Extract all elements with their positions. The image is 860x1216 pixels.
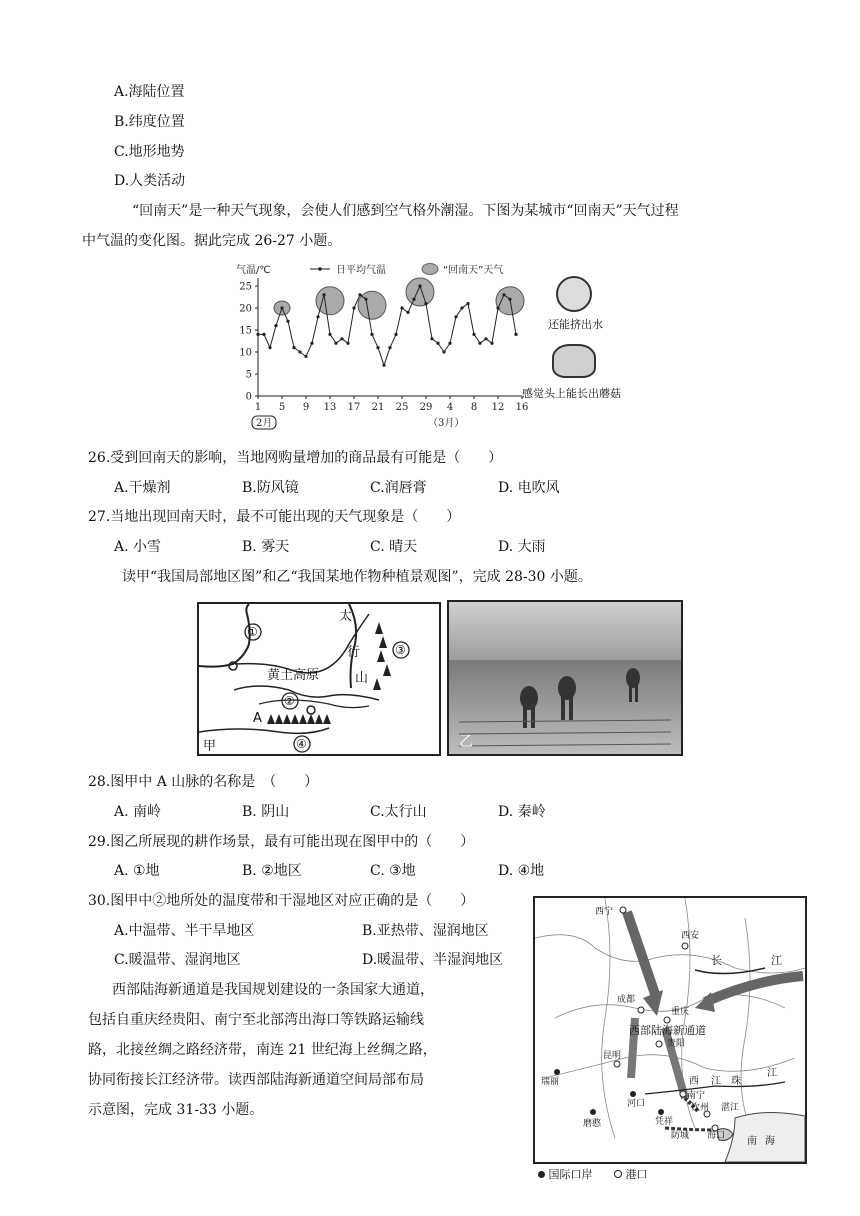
q28-option-b: B. 阴山 (242, 804, 290, 820)
label-xi: 西 (689, 1076, 699, 1087)
q26-stem: 26.受到回南天的影响，当地网购量增加的商品最有可能是（ ） (88, 450, 503, 466)
q27-stem: 27.当地出现回南天时，最不可能出现的天气现象是（ ） (88, 509, 461, 525)
y-tick-label: 25 (239, 281, 252, 293)
yellow-river-west (199, 604, 250, 667)
qinling-mountain-symbols (267, 714, 331, 724)
legend-dot-marker (318, 267, 322, 271)
city-pingxiang: 凭祥 (655, 1117, 674, 1127)
daily-temp-point (256, 333, 259, 336)
chart-ylabel: 气温/℃ (236, 265, 271, 276)
daily-temp-point (448, 342, 451, 345)
city-ruili: 瑞丽 (541, 1077, 560, 1087)
label-2: ② (284, 694, 295, 708)
yangtze-river (695, 968, 765, 974)
huinan-ellipse (406, 278, 434, 306)
border-port-legend-icon (538, 1171, 545, 1178)
daily-temp-point (328, 333, 331, 336)
daily-temp-point (292, 346, 295, 349)
label-hang: 行 (347, 645, 361, 660)
q28-option-c: C.太行山 (370, 804, 427, 820)
map-jia (197, 602, 441, 756)
q30-option-b: B.亚热带、湿润地区 (362, 923, 489, 939)
label-jiang-xi: 江 (711, 1076, 721, 1087)
label-shan: 山 (355, 671, 369, 686)
label-jiang-zhu: 江 (767, 1068, 777, 1079)
daily-temp-point (460, 306, 463, 309)
temperature-chart (228, 258, 558, 436)
daily-temp-point (346, 342, 349, 345)
daily-temp-point (262, 333, 265, 336)
daily-temp-point (508, 298, 511, 301)
map-corridor (533, 896, 807, 1164)
label-tai: 太 (339, 609, 353, 624)
label-hai: 海 (765, 1136, 775, 1147)
city-marker-2 (307, 706, 315, 714)
daily-temp-point (376, 346, 379, 349)
daily-temp-point (388, 346, 391, 349)
photo-sky (449, 602, 681, 664)
q29-stem: 29.图乙所展现的耕作场景，最有可能出现在图甲中的（ ） (88, 834, 475, 850)
daily-temp-point (316, 315, 319, 318)
city-mohan: 磨憨 (583, 1119, 602, 1129)
daily-temp-point (466, 302, 469, 305)
daily-temp-point (496, 306, 499, 309)
photo-yi (447, 600, 683, 756)
border-port-dots (554, 1069, 664, 1115)
daily-temp-point (400, 306, 403, 309)
daily-temp-point (268, 346, 271, 349)
x-tick-label: 4 (446, 402, 454, 413)
x-tick-label: 17 (347, 402, 361, 413)
daily-temp-point (352, 306, 355, 309)
intro-31-33-line1: 西部陆海新通道是我国规划建设的一条国家大通道， (112, 982, 434, 998)
q28-stem: 28.图甲中 A 山脉的名称是 （ ） (88, 774, 319, 790)
railway-coast (665, 1128, 715, 1130)
label-1: ① (247, 625, 258, 639)
q30-option-d: D.暖温带、半湿润地区 (362, 952, 504, 968)
label-A: A (253, 711, 262, 726)
intro-26-27-line2: 中气温的变化图。据此完成 26-27 小题。 (82, 233, 342, 249)
label-3: ③ (395, 643, 406, 657)
daily-temp-point (364, 298, 367, 301)
label-corridor: 西部陆海新通道 (629, 1024, 706, 1037)
daily-temp-line (258, 286, 516, 365)
intro-31-33-line4: 协同衔接长江经济带。读西部陆海新通道空间局部布局 (88, 1072, 424, 1088)
city-guiyang: 贵阳 (667, 1039, 686, 1049)
y-tick-label: 20 (239, 303, 252, 315)
cartoon-face-1 (556, 276, 592, 312)
intro-26-27-line1: “回南天”是一种天气现象，会使人们感到空气格外潮湿。下图为某城市“回南天”天气过程 (132, 203, 679, 219)
intro-31-33-line3: 路，北接丝绸之路经济带，南连 21 世纪海上丝绸之路， (88, 1042, 437, 1058)
x-tick-label: 29 (419, 402, 433, 413)
daily-temp-point (358, 293, 361, 296)
x-tick-label: 9 (302, 402, 310, 413)
x-tick-label: 16 (515, 402, 529, 413)
daily-temp-point (412, 298, 415, 301)
daily-temp-point (286, 320, 289, 323)
huinan-ellipse (358, 291, 386, 319)
q26-option-a: A.干燥剂 (114, 480, 171, 496)
city-zhanjiang: 湛江 (721, 1103, 740, 1113)
city-fangcheng: 防城 (671, 1131, 690, 1141)
label-jiang-yangtze: 江 (771, 954, 782, 967)
q28-option-d: D. 秦岭 (498, 804, 546, 820)
legend-huinan-marker (422, 264, 438, 275)
y-tick-label: 0 (245, 391, 252, 403)
q25-option-b: B.纬度位置 (114, 114, 185, 130)
label-chang: 长 (711, 954, 722, 967)
city-nanning: 南宁 (687, 1091, 706, 1101)
daily-temp-point (334, 342, 337, 345)
daily-temp-point (394, 333, 397, 336)
label-nan: 南 (747, 1136, 757, 1147)
daily-temp-point (406, 311, 409, 314)
province-boundaries (535, 898, 805, 1138)
intro-31-33-line2: 包括自重庆经贵阳、南宁至北部湾出海口等铁路运输线 (88, 1012, 424, 1028)
q29-option-d: D. ④地 (498, 863, 545, 879)
daily-temp-point (370, 333, 373, 336)
daily-temp-point (274, 324, 277, 327)
x-tick-label: 5 (278, 402, 286, 413)
q27-option-a: A. 小雪 (114, 539, 162, 555)
q27-option-b: B. 雾天 (242, 539, 290, 555)
y-tick-label: 10 (239, 347, 252, 359)
arrow-yangtze (705, 976, 803, 1002)
daily-temp-point (430, 337, 433, 340)
legend-port: 港口 (625, 1168, 648, 1181)
city-xian: 西安 (681, 931, 700, 941)
legend-border-port: 国际口岸 (548, 1168, 593, 1181)
q27-option-c: C. 晴天 (370, 539, 418, 555)
daily-temp-point (502, 293, 505, 296)
city-haikou: 海口 (707, 1131, 726, 1141)
q27-option-d: D. 大雨 (498, 539, 546, 555)
daily-temp-point (478, 342, 481, 345)
q26-option-c: C.润唇膏 (370, 480, 427, 496)
x-tick-label: 8 (470, 402, 478, 413)
q28-option-a: A. 南岭 (114, 804, 162, 820)
q25-option-a: A.海陆位置 (114, 84, 185, 100)
x-tick-label: 13 (323, 402, 337, 413)
annotation-squeeze-water: 还能挤出水 (548, 318, 603, 331)
daily-temp-point (424, 302, 427, 305)
daily-temp-point (382, 364, 385, 367)
q30-option-c: C.暖温带、湿润地区 (114, 952, 241, 968)
x-tick-label: 21 (371, 402, 385, 413)
legend-huinan: “回南天”天气 (443, 265, 504, 276)
city-chongqing: 重庆 (671, 1007, 690, 1017)
q25-option-c: C.地形地势 (114, 144, 185, 160)
city-xining: 西宁 (595, 907, 614, 917)
label-jia: 甲 (203, 739, 217, 754)
daily-temp-point (340, 337, 343, 340)
q30-option-a: A.中温带、半干旱地区 (114, 923, 255, 939)
daily-temp-point (418, 284, 421, 287)
legend-daily-temp: 日平均气温 (336, 265, 386, 276)
y-tick-label: 5 (245, 369, 252, 381)
y-tick-label: 15 (239, 325, 252, 337)
q26-option-b: B.防风镜 (242, 480, 299, 496)
daily-temp-point (304, 355, 307, 358)
daily-temp-point (298, 350, 301, 353)
q29-option-b: B. ②地区 (242, 863, 302, 879)
arrow-north (627, 912, 655, 994)
taihang-mountain-symbols (373, 622, 391, 690)
q29-option-c: C. ③地 (370, 863, 416, 879)
daily-temp-point (280, 306, 283, 309)
wei-river (234, 686, 379, 700)
intro-31-33-line5: 示意图，完成 31-33 小题。 (88, 1102, 264, 1118)
q26-option-d: D. 电吹风 (498, 480, 560, 496)
x-tick-label: 1 (254, 402, 262, 413)
han-river (199, 728, 329, 733)
daily-temp-point (442, 350, 445, 353)
daily-temp-point (454, 315, 457, 318)
annotation-mushroom: 感觉头上能长出蘑菇 (522, 387, 621, 400)
city-chengdu: 成都 (617, 995, 636, 1005)
x-tick-label: 12 (491, 402, 505, 413)
label-loess-plateau: 黄土高原 (267, 668, 320, 683)
intro-28-30: 读甲“我国局部地区图”和乙“我国某地作物种植景观图”，完成 28-30 小题。 (122, 569, 592, 585)
city-qinzhou: 钦州 (691, 1103, 710, 1113)
label-4: ④ (296, 737, 307, 751)
month-label-mar: （3月） (428, 418, 465, 429)
daily-temp-point (490, 342, 493, 345)
daily-temp-point (484, 337, 487, 340)
city-hekou: 河口 (627, 1099, 646, 1109)
label-yi: 乙 (459, 734, 473, 750)
x-tick-label: 25 (395, 402, 409, 413)
corridor-legend (538, 1167, 648, 1183)
daily-temp-point (310, 342, 313, 345)
q30-stem: 30.图甲中②地所处的温度带和干湿地区对应正确的是（ ） (88, 893, 475, 909)
daily-temp-point (472, 333, 475, 336)
month-label-feb: 2月 (256, 418, 273, 429)
port-legend-icon (614, 1170, 622, 1178)
daily-temp-point (514, 333, 517, 336)
daily-temp-point (322, 293, 325, 296)
label-zhu: 珠 (731, 1076, 741, 1087)
daily-temp-point (436, 342, 439, 345)
city-kunming: 昆明 (603, 1051, 622, 1061)
q25-option-d: D.人类活动 (114, 173, 186, 189)
q29-option-a: A. ①地 (114, 863, 160, 879)
cartoon-face-2 (552, 344, 596, 378)
